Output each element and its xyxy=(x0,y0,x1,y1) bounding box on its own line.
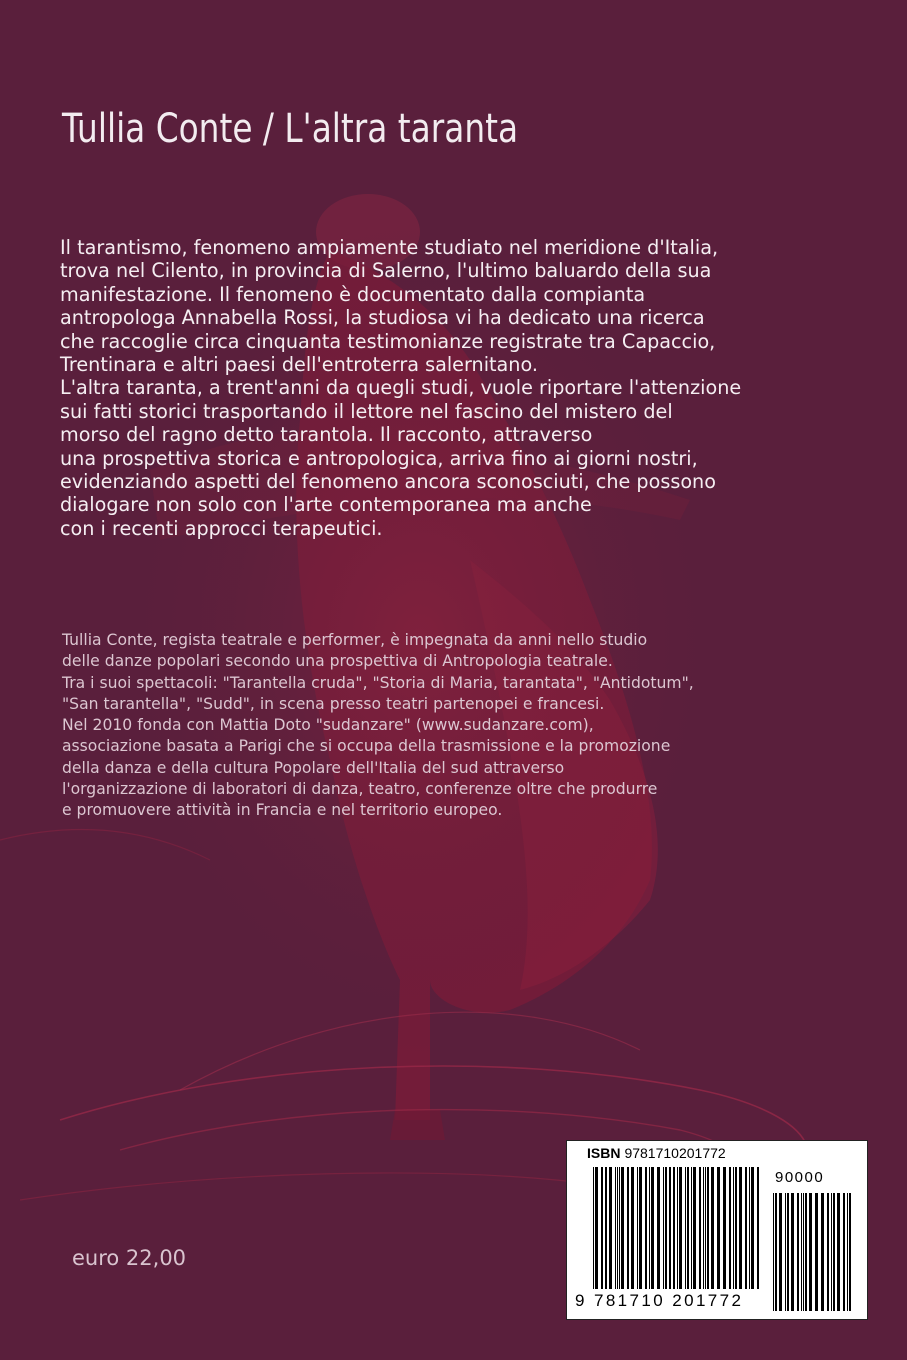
barcode-bar xyxy=(739,1167,742,1289)
barcode-bar xyxy=(723,1167,726,1289)
barcode-bar xyxy=(673,1167,675,1289)
barcode-bar xyxy=(595,1167,598,1289)
barcode-bar xyxy=(707,1167,709,1289)
barcode-bar xyxy=(717,1167,720,1289)
description-line: che raccoglie circa cinquanta testimonianze registrate tra Capaccio, xyxy=(60,329,716,353)
description-line: dialogare non solo con l'arte contemporanea ma anche xyxy=(60,493,592,517)
barcode-bar xyxy=(637,1167,638,1289)
barcode-bar xyxy=(663,1167,664,1289)
barcode-bar xyxy=(621,1167,624,1289)
barcode-bar xyxy=(847,1193,848,1311)
description-line: con i recenti approcci terapeutici. xyxy=(60,516,383,540)
barcode-bar xyxy=(773,1193,774,1311)
barcode-bar xyxy=(749,1167,750,1289)
bio-line: delle danze popolari secondo una prospettiva di Antropologia teatrale. xyxy=(62,652,613,671)
barcode-bar xyxy=(609,1167,612,1289)
description-line: Il tarantismo, fenomeno ampiamente studiato nel meridione d'Italia, xyxy=(60,236,719,259)
barcode-bar xyxy=(605,1167,607,1289)
description-line: sui fatti storici trasportando il lettore nel fascino del mistero del xyxy=(60,399,673,423)
bio-line: e promuovere attività in Francia e nel territorio europeo. xyxy=(62,801,503,820)
barcode-bar xyxy=(631,1167,634,1289)
description-line: evidenziando aspetti del fenomeno ancora sconosciuti, che possono xyxy=(60,470,716,494)
barcode-bar xyxy=(831,1193,832,1311)
barcode-bar xyxy=(617,1167,618,1289)
barcode-bar xyxy=(703,1167,704,1289)
author-biography xyxy=(62,630,822,822)
isbn-number: 9781710201772 xyxy=(624,1145,726,1161)
barcode-bar xyxy=(639,1167,642,1289)
barcode-bar xyxy=(685,1167,686,1289)
book-description xyxy=(60,236,850,540)
barcode-bar xyxy=(745,1167,747,1289)
barcode-bar xyxy=(805,1193,807,1311)
barcode-digits: 9 781710 201772 xyxy=(575,1291,744,1310)
isbn-barcode xyxy=(566,1140,868,1320)
description-line: Trentinara e altri paesi dell'entroterra salernitano. xyxy=(60,353,538,377)
barcode-bar xyxy=(785,1193,786,1311)
barcode-bar xyxy=(677,1167,678,1289)
barcode-bar xyxy=(657,1167,660,1289)
barcode-bar xyxy=(615,1167,616,1289)
barcode-bar xyxy=(693,1167,696,1289)
barcode-addon-digits: 90000 xyxy=(775,1169,825,1186)
bio-line: "San tarantella", "Sudd", in scena presso teatri partenopei e francesi. xyxy=(62,694,605,713)
barcode-bar xyxy=(699,1167,701,1289)
bio-line: Nel 2010 fonda con Mattia Doto "sudanzare" (www.sudanzare.com), xyxy=(62,716,594,735)
barcode-bar xyxy=(775,1193,777,1311)
barcode-bar xyxy=(669,1167,671,1289)
barcode-bar xyxy=(779,1193,782,1311)
barcode-bar xyxy=(797,1193,799,1311)
bio-line: Tullia Conte, regista teatrale e performer, è impegnata da anni nello studio xyxy=(62,631,648,649)
bio-line: della danza e della cultura Popolare dell'Italia del sud attraverso xyxy=(62,758,565,777)
bio-line: associazione basata a Parigi che si occupa della trasmissione e la promozione xyxy=(62,737,671,756)
barcode-bar xyxy=(791,1193,794,1311)
barcode-bar xyxy=(733,1167,734,1289)
barcode-bar xyxy=(627,1167,629,1289)
barcode-bar xyxy=(801,1193,802,1311)
bio-line: Tra i suoi spettacoli: "Tarantella cruda", "Storia di Maria, tarantata", "Antidotum", xyxy=(62,673,694,692)
description-line: L'altra taranta, a trent'anni da quegli studi, vuole riportare l'attenzione xyxy=(60,376,742,400)
barcode-bar xyxy=(601,1167,603,1289)
barcode-bar xyxy=(691,1167,692,1289)
barcode-bar xyxy=(809,1193,812,1311)
barcode-bar xyxy=(593,1167,594,1289)
barcode-bar xyxy=(645,1167,647,1289)
barcode-bar xyxy=(687,1167,689,1289)
barcode-bar xyxy=(705,1167,706,1289)
barcode-bar xyxy=(815,1193,818,1311)
barcode-bar xyxy=(843,1193,845,1311)
barcode-bar xyxy=(787,1193,789,1311)
barcode-bar xyxy=(849,1193,851,1311)
barcode-bar xyxy=(735,1167,737,1289)
description-line: trova nel Cilento, in provincia di Salerno, l'ultimo baluardo della sua xyxy=(60,259,712,283)
barcode-bar xyxy=(837,1193,840,1311)
book-title: Tullia Conte / L'altra taranta xyxy=(62,106,519,152)
description-line: antropologa Annabella Rossi, la studiosa vi ha dedicato una ricerca xyxy=(60,306,705,330)
barcode-bar xyxy=(821,1193,824,1311)
bio-line: l'organizzazione di laboratori di danza, teatro, conferenze oltre che produrre xyxy=(62,780,658,799)
barcode-bar xyxy=(803,1193,804,1311)
price-label: euro 22,00 xyxy=(72,1246,187,1270)
barcode-bar xyxy=(729,1167,731,1289)
barcode-bar xyxy=(649,1167,650,1289)
isbn-word: ISBN xyxy=(587,1145,621,1161)
barcode-bar xyxy=(651,1167,654,1289)
barcode-bar xyxy=(711,1167,714,1289)
barcode-bar xyxy=(833,1193,835,1311)
description-line: una prospettiva storica e antropologica, arriva fino ai giorni nostri, xyxy=(60,446,698,470)
barcode-bar xyxy=(665,1167,667,1289)
description-line: manifestazione. Il fenomeno è documentato dalla compianta xyxy=(60,282,646,306)
barcode-bar xyxy=(679,1167,682,1289)
barcode-bar xyxy=(757,1167,759,1289)
barcode-bar xyxy=(827,1193,829,1311)
barcode-bar xyxy=(619,1167,620,1289)
description-line: morso del ragno detto tarantola. Il racconto, attraverso xyxy=(60,423,593,447)
barcode-bar xyxy=(751,1167,754,1289)
